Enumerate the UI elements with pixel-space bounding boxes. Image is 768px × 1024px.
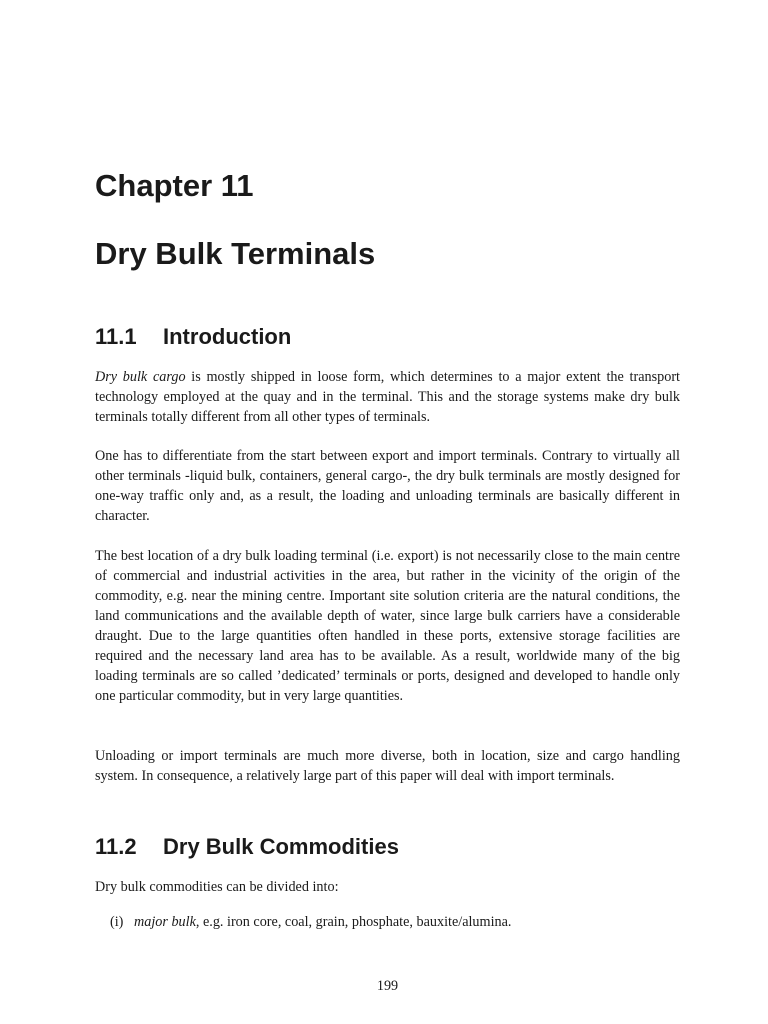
- paragraph-intro-4: Unloading or import terminals are much more diverse, both in location, size and cargo handling system. In consequence, a relatively large part of this paper will deal with import terminals.: [95, 748, 680, 784]
- list-item: [110, 912, 511, 932]
- section-title: Introduction: [163, 324, 292, 349]
- paragraph-intro-2: One has to differentiate from the start between export and import terminals. Contrary to virtually all other terminals -liquid bulk, containers, general cargo-, the dry bulk terminals are mostly designed for one-way traffic only and, as a result, the loading and unloading terminals are basically different in character.: [95, 448, 680, 524]
- paragraph-intro-3: The best location of a dry bulk loading terminal (i.e. export) is not necessarily close to the main centre of commercial and industrial activities in the area, but rather in the vicinity of the origin of the commodity, e.g. near the mining centre. Important site solution criteria are the natural conditions, the land communications and the available depth of water, since large bulk carriers have a considerable draught. Due to the large quantities often handled in these ports, extensive storage facilities are required and the necessary land area has to be available. As a result, worldwide many of the big loading terminals are so called ’dedicated’ terminals or ports, designed and developed to handle only one particular commodity, but in very large quantities.: [95, 548, 680, 704]
- paragraph-text: is mostly shipped in loose form, which determines to a major extent the transport technology employed at the quay and in the terminal. This and the storage systems make dry bulk terminals totally different from all other types of terminals.: [95, 369, 680, 425]
- list-term: major bulk: [134, 914, 196, 930]
- chapter-title: Dry Bulk Terminals: [95, 236, 376, 271]
- section-heading-dry-bulk-commodities: [95, 833, 399, 861]
- section-heading-introduction: [95, 323, 291, 351]
- section-number: 11.1: [95, 324, 137, 349]
- section-number: 11.2: [95, 834, 137, 859]
- list-marker: (i): [110, 914, 124, 930]
- section-title: Dry Bulk Commodities: [163, 834, 399, 859]
- list-text: , e.g. iron core, coal, grain, phosphate, bauxite/alumina.: [195, 914, 512, 930]
- chapter-label: Chapter 11: [95, 168, 254, 203]
- paragraph-intro-1: [95, 367, 680, 427]
- italic-term: Dry bulk cargo: [95, 369, 186, 385]
- page-number: 199: [376, 978, 399, 994]
- paragraph-commodities-1: Dry bulk commodities can be divided into:: [95, 879, 339, 895]
